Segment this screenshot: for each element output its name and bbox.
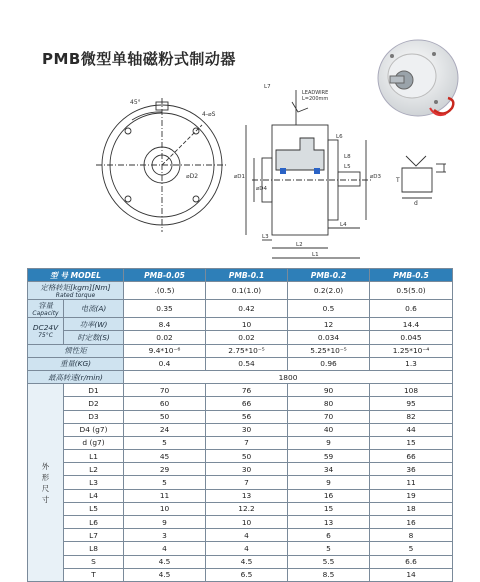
l4-label: L4	[340, 222, 347, 228]
table-cell: 0.96	[288, 357, 370, 370]
l8-label: L8	[344, 154, 351, 160]
table-cell: 3	[124, 529, 206, 542]
table-cell: 30	[206, 463, 288, 476]
time-constant-label: 时定数(S)	[64, 331, 124, 344]
d1-label: ⌀D1	[234, 174, 246, 180]
table-cell: 8.5	[288, 568, 370, 581]
table-cell: 36	[370, 463, 453, 476]
table-row	[28, 489, 453, 502]
table-cell: 0.5(5.0)	[370, 282, 453, 300]
table-cell: 19	[370, 489, 453, 502]
dimension-name: L6	[64, 516, 124, 529]
table-cell: 70	[124, 384, 206, 397]
dimension-name: L1	[64, 450, 124, 463]
side-section-drawing	[232, 80, 392, 265]
table-cell: 56	[206, 410, 288, 423]
table-cell: 82	[370, 410, 453, 423]
d4-label: ⌀D4	[256, 186, 268, 192]
table-cell: 4	[206, 529, 288, 542]
table-row	[28, 555, 453, 568]
weight-label: 重量(KG)	[28, 357, 124, 370]
table-cell: 18	[370, 502, 453, 515]
table-cell: 12.2	[206, 502, 288, 515]
dimension-name: L2	[64, 463, 124, 476]
table-cell: 9.4*10⁻⁶	[124, 344, 206, 357]
table-cell: 70	[288, 410, 370, 423]
table-cell: 5.5	[288, 555, 370, 568]
table-row	[28, 357, 453, 370]
table-cell: 6	[288, 529, 370, 542]
table-cell: 50	[124, 410, 206, 423]
key-detail-drawing	[392, 148, 452, 206]
header-model-name: PMB-0.05	[124, 269, 206, 282]
table-cell: 11	[370, 476, 453, 489]
table-cell: 108	[370, 384, 453, 397]
table-cell: 66	[370, 450, 453, 463]
table-cell: 1.3	[370, 357, 453, 370]
table-cell: 12	[288, 318, 370, 331]
capacity-label: 容量 Capacity	[28, 300, 64, 318]
dimension-name: T	[64, 568, 124, 581]
table-cell: 1.25*10⁻⁴	[370, 344, 453, 357]
table-cell: 14	[370, 568, 453, 581]
table-cell: 4	[124, 542, 206, 555]
table-cell: 13	[206, 489, 288, 502]
table-row	[28, 300, 453, 318]
key-d-label: d	[414, 200, 418, 206]
table-cell: 5	[124, 436, 206, 449]
table-cell: 29	[124, 463, 206, 476]
table-row	[28, 331, 453, 344]
table-cell: 0.2(2.0)	[288, 282, 370, 300]
dimension-name: L3	[64, 476, 124, 489]
table-cell: 9	[124, 516, 206, 529]
table-cell: 0.54	[206, 357, 288, 370]
table-cell: 6.5	[206, 568, 288, 581]
table-cell: 6.6	[370, 555, 453, 568]
front-view-drawing	[92, 90, 232, 240]
table-cell: 0.42	[206, 300, 288, 318]
power-label: 功率(W)	[64, 318, 124, 331]
l1-label: L1	[312, 252, 319, 258]
table-cell: 66	[206, 397, 288, 410]
l7-label: L7	[264, 84, 271, 90]
key-t-label: T	[396, 177, 400, 184]
table-row	[28, 450, 453, 463]
table-row	[28, 370, 453, 383]
table-cell: 13	[288, 516, 370, 529]
max-speed-label: 最高转速(r/min)	[28, 370, 124, 383]
table-cell: 5	[370, 542, 453, 555]
header-model-name: PMB-0.1	[206, 269, 288, 282]
header-model-name: PMB-0.2	[288, 269, 370, 282]
table-cell: 0.5	[288, 300, 370, 318]
table-cell: 34	[288, 463, 370, 476]
table-cell: 0.02	[206, 331, 288, 344]
table-cell: 59	[288, 450, 370, 463]
table-cell: 2.75*10⁻⁵	[206, 344, 288, 357]
table-cell: 80	[288, 397, 370, 410]
dimension-name: L7	[64, 529, 124, 542]
table-row	[28, 436, 453, 449]
table-cell: 95	[370, 397, 453, 410]
table-cell: 11	[124, 489, 206, 502]
table-row	[28, 568, 453, 581]
table-header-row	[28, 269, 453, 282]
dimension-name: L5	[64, 502, 124, 515]
table-cell: 60	[124, 397, 206, 410]
table-cell: 0.02	[124, 331, 206, 344]
table-row	[28, 502, 453, 515]
dimension-name: D3	[64, 410, 124, 423]
table-cell: 4.5	[124, 555, 206, 568]
leadwire-length: L=200mm	[302, 96, 329, 102]
table-cell: 24	[124, 423, 206, 436]
dimension-name: L8	[64, 542, 124, 555]
table-cell: 9	[288, 436, 370, 449]
table-cell: 0.045	[370, 331, 453, 344]
table-cell: 90	[288, 384, 370, 397]
table-cell: 14.4	[370, 318, 453, 331]
max-speed-value: 1800	[124, 370, 453, 383]
dimension-name: D4 (g7)	[64, 423, 124, 436]
table-cell: 16	[370, 516, 453, 529]
table-cell: 10	[206, 318, 288, 331]
page-title: PMB微型单轴磁粉式制动器	[42, 50, 236, 68]
table-cell: 0.1(1.0)	[206, 282, 288, 300]
table-cell: 30	[206, 423, 288, 436]
table-cell: 8.4	[124, 318, 206, 331]
table-row	[28, 516, 453, 529]
l2-label: L2	[296, 242, 303, 248]
table-row	[28, 384, 453, 397]
table-cell: 7	[206, 476, 288, 489]
dimension-name: L4	[64, 489, 124, 502]
holes-label: 4-⌀S	[202, 111, 216, 118]
dimension-name: D1	[64, 384, 124, 397]
d2-label: ⌀D2	[186, 173, 199, 180]
table-cell: 44	[370, 423, 453, 436]
table-cell: 5.25*10⁻⁵	[288, 344, 370, 357]
current-label: 电流(A)	[64, 300, 124, 318]
table-cell: .(0.5)	[124, 282, 206, 300]
l6-label: L6	[336, 134, 343, 140]
table-cell: 8	[370, 529, 453, 542]
angle-label: 45°	[130, 99, 141, 106]
table-cell: 9	[288, 476, 370, 489]
table-cell: 0.35	[124, 300, 206, 318]
table-cell: 7	[206, 436, 288, 449]
table-row	[28, 423, 453, 436]
dc-label: DC24V 75°C	[28, 318, 64, 344]
d3-label: ⌀D3	[370, 174, 382, 180]
table-cell: 5	[124, 476, 206, 489]
spec-table	[27, 268, 453, 582]
table-cell: 16	[288, 489, 370, 502]
table-cell: 0.4	[124, 357, 206, 370]
table-cell: 50	[206, 450, 288, 463]
l3-label: L3	[262, 234, 269, 240]
table-cell: 45	[124, 450, 206, 463]
header-model: 型 号 MODEL	[28, 269, 124, 282]
dimensions-label: 外 形 尺 寸	[28, 384, 64, 582]
table-cell: 10	[124, 502, 206, 515]
table-row	[28, 476, 453, 489]
table-row	[28, 397, 453, 410]
table-row	[28, 282, 453, 300]
table-cell: 4	[206, 542, 288, 555]
table-cell: 76	[206, 384, 288, 397]
table-cell: 0.034	[288, 331, 370, 344]
table-cell: 5	[288, 542, 370, 555]
table-row	[28, 410, 453, 423]
dimension-name: D2	[64, 397, 124, 410]
table-cell: 4.5	[124, 568, 206, 581]
dimension-name: d (g7)	[64, 436, 124, 449]
table-cell: 40	[288, 423, 370, 436]
leadwire-label: LEADWIRE	[302, 90, 329, 96]
table-row	[28, 463, 453, 476]
l5-label: L5	[344, 164, 351, 170]
header-model-name: PMB-0.5	[370, 269, 453, 282]
inertia-label: 惯性矩	[28, 344, 124, 357]
table-row	[28, 318, 453, 331]
table-cell: 15	[370, 436, 453, 449]
dimension-name: S	[64, 555, 124, 568]
table-cell: 4.5	[206, 555, 288, 568]
table-cell: 15	[288, 502, 370, 515]
table-row	[28, 542, 453, 555]
table-row	[28, 344, 453, 357]
table-cell: 10	[206, 516, 288, 529]
rated-torque-label: 定格转矩[kgm][Nm] Rated torque	[28, 282, 124, 300]
table-row	[28, 529, 453, 542]
table-cell: 0.6	[370, 300, 453, 318]
